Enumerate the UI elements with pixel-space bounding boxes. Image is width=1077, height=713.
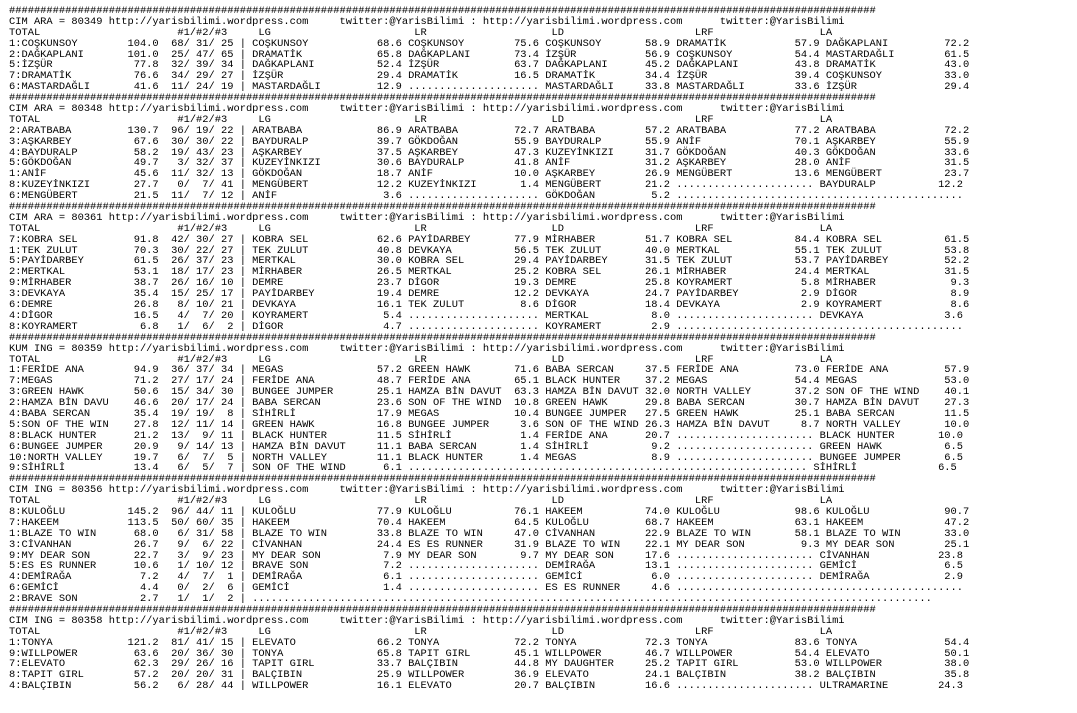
horse-row: 1:FERİDE ANA 94.9 36/ 37/ 34 | MEGAS 57.2 GREEN HAWK 71.6 BABA SERCAN 37.5 FERİDE ANA 73.0 FERİDE ANA 57.9 [9,364,970,377]
horse-row: 5:PAYİDARBEY 61.5 26/ 37/ 23 | MERTKAL 30.0 KOBRA SEL 29.4 PAYİDARBEY 31.5 TEK ZULUT 53.7 PAYİDARBEY 52.2 [9,255,970,268]
column-header: TOTAL #1/#2/#3 LG LR LD LRF LA [9,26,833,39]
horse-row: 1:TEK ZULUT 70.3 30/ 22/ 27 | TEK ZULUT 40.8 DEVKAYA 56.5 TEK ZULUT 40.0 MERTKAL 55.1 TEK ZULUT 53.8 [9,244,970,257]
horse-row: 1:ANİF 45.6 11/ 32/ 13 | GÖKDOĞAN 18.7 ANİF 10.0 AŞKARBEY 26.9 MENGÜBERT 13.6 MENGÜBERT 23.7 [9,168,970,181]
section-divider: ########################################################################################################################################### [9,473,876,486]
horse-row: 9:MY DEAR SON 22.7 3/ 9/ 23 | MY DEAR SON 7.9 MY DEAR SON 9.7 MY DEAR SON 17.6 ...................... CİVANHAN 23.8 [9,549,964,562]
column-header: TOTAL #1/#2/#3 LG LR LD LRF LA [9,113,833,126]
horse-row: 9:WILLPOWER 63.6 20/ 36/ 30 | TONYA 65.8 TAPIT GIRL 45.1 WILLPOWER 46.7 WILLPOWER 54.4 ELEVATO 50.1 [9,647,970,660]
horse-row: 4:BABA SERCAN 35.4 19/ 19/ 8 | SİHİRLİ 17.9 MEGAS 10.4 BUNGEE JUMPER 27.5 GREEN HAWK 25.1 BABA SERCAN 11.5 [9,407,970,420]
section-divider: ########################################################################################################################################### [9,603,876,616]
horse-row: 8:KULOĞLU 145.2 96/ 44/ 11 | KULOĞLU 77.9 KULOĞLU 76.1 HAKEEM 74.0 KULOĞLU 98.6 KULOĞLU 90.7 [9,505,970,518]
section-divider: ########################################################################################################################################### [9,92,876,105]
race-header: CIM ARA = 80349 http://yarisbilimi.wordpress.com twitter:@YarisBilimi : http://yarisbilimi.wordpress.com twitter:@YarisBilimi [9,15,845,28]
race-header: CIM ARA = 80348 http://yarisbilimi.wordpress.com twitter:@YarisBilimi : http://yarisbilimi.wordpress.com twitter:@YarisBilimi [9,103,845,116]
horse-row: 8:TAPIT GIRL 57.2 20/ 20/ 31 | BALÇIBIN 25.9 WILLPOWER 36.9 ELEVATO 24.1 BALÇIBIN 38.2 BALÇIBIN 35.8 [9,669,970,682]
horse-row: 6:DEMRE 26.8 8/ 10/ 21 | DEVKAYA 16.1 TEK ZULUT 8.6 DİGOR 18.4 DEVKAYA 2.9 KOYRAMERT 8.6 [9,299,970,312]
race-header: KUM ING = 80359 http://yarisbilimi.wordpress.com twitter:@YarisBilimi : http://yarisbilimi.wordpress.com twitter:@YarisBilimi [9,342,845,355]
horse-row: 1:BLAZE TO WIN 68.0 6/ 31/ 58 | BLAZE TO WIN 33.8 BLAZE TO WIN 47.0 CİVANHAN 22.9 BLAZE TO WIN 58.1 BLAZE TO WIN 33.0 [9,527,970,540]
horse-row: 8:KUZEYİNKIZI 27.7 0/ 7/ 41 | MENGÜBERT 12.2 KUZEYİNKIZI 1.4 MENGÜBERT 21.2 ...................... BAYDURALP 12.2 [9,179,964,192]
horse-row: 6:BUNGEE JUMPER 20.9 9/ 14/ 13 | HAMZA BİN DAVUT 11.1 BABA SERCAN 1.4 SİHİRLİ 9.2 ...................... GREEN HAWK 6.5 [9,440,964,453]
horse-row: 5:GÖKDOĞAN 49.7 3/ 32/ 37 | KUZEYİNKIZI 30.6 BAYDURALP 41.8 ANİF 31.2 AŞKARBEY 28.0 ANİF 31.5 [9,157,970,170]
horse-row: 8:KOYRAMERT 6.8 1/ 6/ 2 | DİGOR 4.7 ..................... KOYRAMERT 2.9 .............................................. [9,320,964,333]
race-header: CIM ARA = 80361 http://yarisbilimi.wordpress.com twitter:@YarisBilimi : http://yarisbilimi.wordpress.com twitter:@YarisBilimi [9,211,845,224]
horse-row: 2:DAĞKAPLANI 101.0 25/ 47/ 65 | DRAMATİK 65.8 DAĞKAPLANI 73.4 İZŞÜR 56.9 COŞKUNSOY 54.4 MASTARDAĞLI 61.5 [9,48,970,61]
horse-row: 7:MEGAS 71.2 27/ 17/ 24 | FERİDE ANA 48.7 FERİDE ANA 65.1 BLACK HUNTER 37.2 MEGAS 54.4 MEGAS 53.0 [9,375,970,388]
horse-row: 6:MASTARDAĞLI 41.6 11/ 24/ 19 | MASTARDAĞLI 12.9 ..................... MASTARDAĞLI 33.8 MASTARDAĞLI 33.6 İZŞÜR 29.4 [9,81,970,94]
column-header: TOTAL #1/#2/#3 LG LR LD LRF LA [9,625,833,638]
horse-row: 7:HAKEEM 113.5 50/ 60/ 35 | HAKEEM 70.4 HAKEEM 64.5 KULOĞLU 68.7 HAKEEM 63.1 HAKEEM 47.2 [9,516,970,529]
horse-row: 4:DEMİRAĞA 7.2 4/ 7/ 1 | DEMİRAĞA 6.1 ..................... GEMİCİ 6.0 ...................... DEMİRAĞA 2.9 [9,571,964,584]
race-header: CIM ING = 80356 http://yarisbilimi.wordpress.com twitter:@YarisBilimi : http://yarisbilimi.wordpress.com twitter:@YarisBilimi [9,484,845,497]
horse-row: 2:HAMZA BİN DAVU 46.6 20/ 17/ 24 | BABA SERCAN 23.6 SON OF THE WIND 10.8 GREEN HAWK 29.8 BABA SERCAN 30.7 HAMZA BİN DAVUT 27.3 [9,397,970,410]
horse-row: 1:COŞKUNSOY 104.0 68/ 31/ 25 | COŞKUNSOY 68.6 COŞKUNSOY 75.6 COŞKUNSOY 58.9 DRAMATİK 57.9 DAĞKAPLANI 72.2 [9,37,970,50]
horse-row: 3:CİVANHAN 26.7 9/ 6/ 22 | CİVANHAN 24.4 ES ES RUNNER 31.9 BLAZE TO WIN 22.1 MY DEAR SON 9.3 MY DEAR SON 25.1 [9,538,970,551]
horse-row: 9:SİHİRLİ 13.4 6/ 5/ 7 | SON OF THE WIND 6.1 ................................................................ SİHİRLİ 6.5 [9,462,957,475]
horse-row: 3:DEVKAYA 35.4 15/ 25/ 17 | PAYİDARBEY 19.4 DEMRE 12.2 DEVKAYA 24.7 PAYİDARBEY 2.9 DİGOR 8.9 [9,288,970,301]
horse-row: 4:BAYDURALP 58.2 19/ 43/ 23 | AŞKARBEY 37.5 AŞKARBEY 47.3 KUZEYİNKIZI 31.7 GÖKDOĞAN 40.3 GÖKDOĞAN 33.6 [9,146,970,159]
horse-row: 3:GREEN HAWK 50.6 15/ 34/ 30 | BUNGEE JUMPER 25.1 HAMZA BİN DAVUT 63.3 HAMZA BİN DAVUT 32.0 NORTH VALLEY 37.2 SON OF THE WIND 40.1 [9,386,970,399]
horse-row: 5:SON OF THE WIN 27.8 12/ 11/ 14 | GREEN HAWK 16.8 BUNGEE JUMPER 3.6 SON OF THE WIND 26.3 HAMZA BİN DAVUT 8.7 NORTH VALLEY 10.0 [9,418,970,431]
horse-row: 10:NORTH VALLEY 19.7 6/ 7/ 5 | NORTH VALLEY 11.1 BLACK HUNTER 1.4 MEGAS 8.9 ...................... BUNGEE JUMPER 6.5 [9,451,964,464]
race-header: CIM ING = 80358 http://yarisbilimi.wordpress.com twitter:@YarisBilimi : http://yarisbilimi.wordpress.com twitter:@YarisBilimi [9,614,845,627]
horse-row: 5:ES ES RUNNER 10.6 1/ 10/ 12 | BRAVE SON 7.2 ..................... DEMİRAĞA 13.1 ...................... GEMİCİ 6.5 [9,560,964,573]
horse-row: 4:DİGOR 16.5 4/ 7/ 20 | KOYRAMERT 5.4 ..................... MERTKAL 8.0 ...................... DEVKAYA 3.6 [9,309,964,322]
race-statistics-document [9,6,969,692]
column-header: TOTAL #1/#2/#3 LG LR LD LRF LA [9,353,833,366]
section-divider: ########################################################################################################################################### [9,201,876,214]
horse-row: 7:ELEVATO 62.3 29/ 26/ 16 | TAPIT GIRL 33.7 BALÇIBIN 44.8 MY DAUGHTER 25.2 TAPIT GIRL 53.0 WILLPOWER 38.0 [9,658,970,671]
horse-row: 9:MİRHABER 38.7 26/ 16/ 10 | DEMRE 23.7 DİGOR 19.3 DEMRE 25.8 KOYRAMERT 5.8 MİRHABER 9.3 [9,277,970,290]
horse-row: 2:ARATBABA 130.7 96/ 19/ 22 | ARATBABA 86.9 ARATBABA 72.7 ARATBABA 57.2 ARATBABA 77.2 ARATBABA 72.2 [9,124,970,137]
horse-row: 2:BRAVE SON 2.7 1/ 1/ 2 | ............................................................................................................. [9,593,932,606]
section-divider: ########################################################################################################################################### [9,5,876,17]
horse-row: 5:İZŞÜR 77.8 32/ 39/ 34 | DAĞKAPLANI 52.4 İZŞÜR 63.7 DAĞKAPLANI 45.2 DAĞKAPLANI 43.8 DRAMATİK 43.0 [9,59,970,72]
horse-row: 6:GEMİCİ 4.4 0/ 2/ 6 | GEMİCİ 1.4 ..................... ES ES RUNNER 4.6 .............................................. [9,582,964,595]
column-header: TOTAL #1/#2/#3 LG LR LD LRF LA [9,495,833,508]
horse-row: 6:MENGÜBERT 21.5 11/ 7/ 12 | ANİF 3.6 ..................... GÖKDOĞAN 5.2 .............................................. [9,190,964,203]
section-divider: ########################################################################################################################################### [9,331,876,344]
horse-row: 4:BALÇIBIN 56.2 6/ 28/ 44 | WILLPOWER 16.1 ELEVATO 20.7 BALÇIBIN 16.6 ...................... ULTRAMARINE 24.3 [9,680,964,693]
column-header: TOTAL #1/#2/#3 LG LR LD LRF LA [9,222,833,235]
horse-row: 7:DRAMATİK 76.6 34/ 29/ 27 | İZŞÜR 29.4 DRAMATİK 16.5 DRAMATİK 34.4 İZŞÜR 39.4 COŞKUNSOY 33.0 [9,70,970,83]
horse-row: 2:MERTKAL 53.1 18/ 17/ 23 | MİRHABER 26.5 MERTKAL 25.2 KOBRA SEL 26.1 MİRHABER 24.4 MERTKAL 31.5 [9,266,970,279]
horse-row: 3:AŞKARBEY 67.6 30/ 30/ 22 | BAYDURALP 39.7 GÖKDOĞAN 55.9 BAYDURALP 55.9 ANİF 70.1 AŞKARBEY 55.9 [9,135,970,148]
horse-row: 8:BLACK HUNTER 21.2 13/ 9/ 11 | BLACK HUNTER 11.5 SİHİRLİ 1.4 FERİDE ANA 20.7 ...................... BLACK HUNTER 10.0 [9,429,964,442]
horse-row: 1:TONYA 121.2 81/ 41/ 15 | ELEVATO 66.2 TONYA 72.2 TONYA 72.3 TONYA 83.6 TONYA 54.4 [9,636,970,649]
horse-row: 7:KOBRA SEL 91.8 42/ 30/ 27 | KOBRA SEL 62.6 PAYİDARBEY 77.9 MİRHABER 51.7 KOBRA SEL 84.4 KOBRA SEL 61.5 [9,233,970,246]
